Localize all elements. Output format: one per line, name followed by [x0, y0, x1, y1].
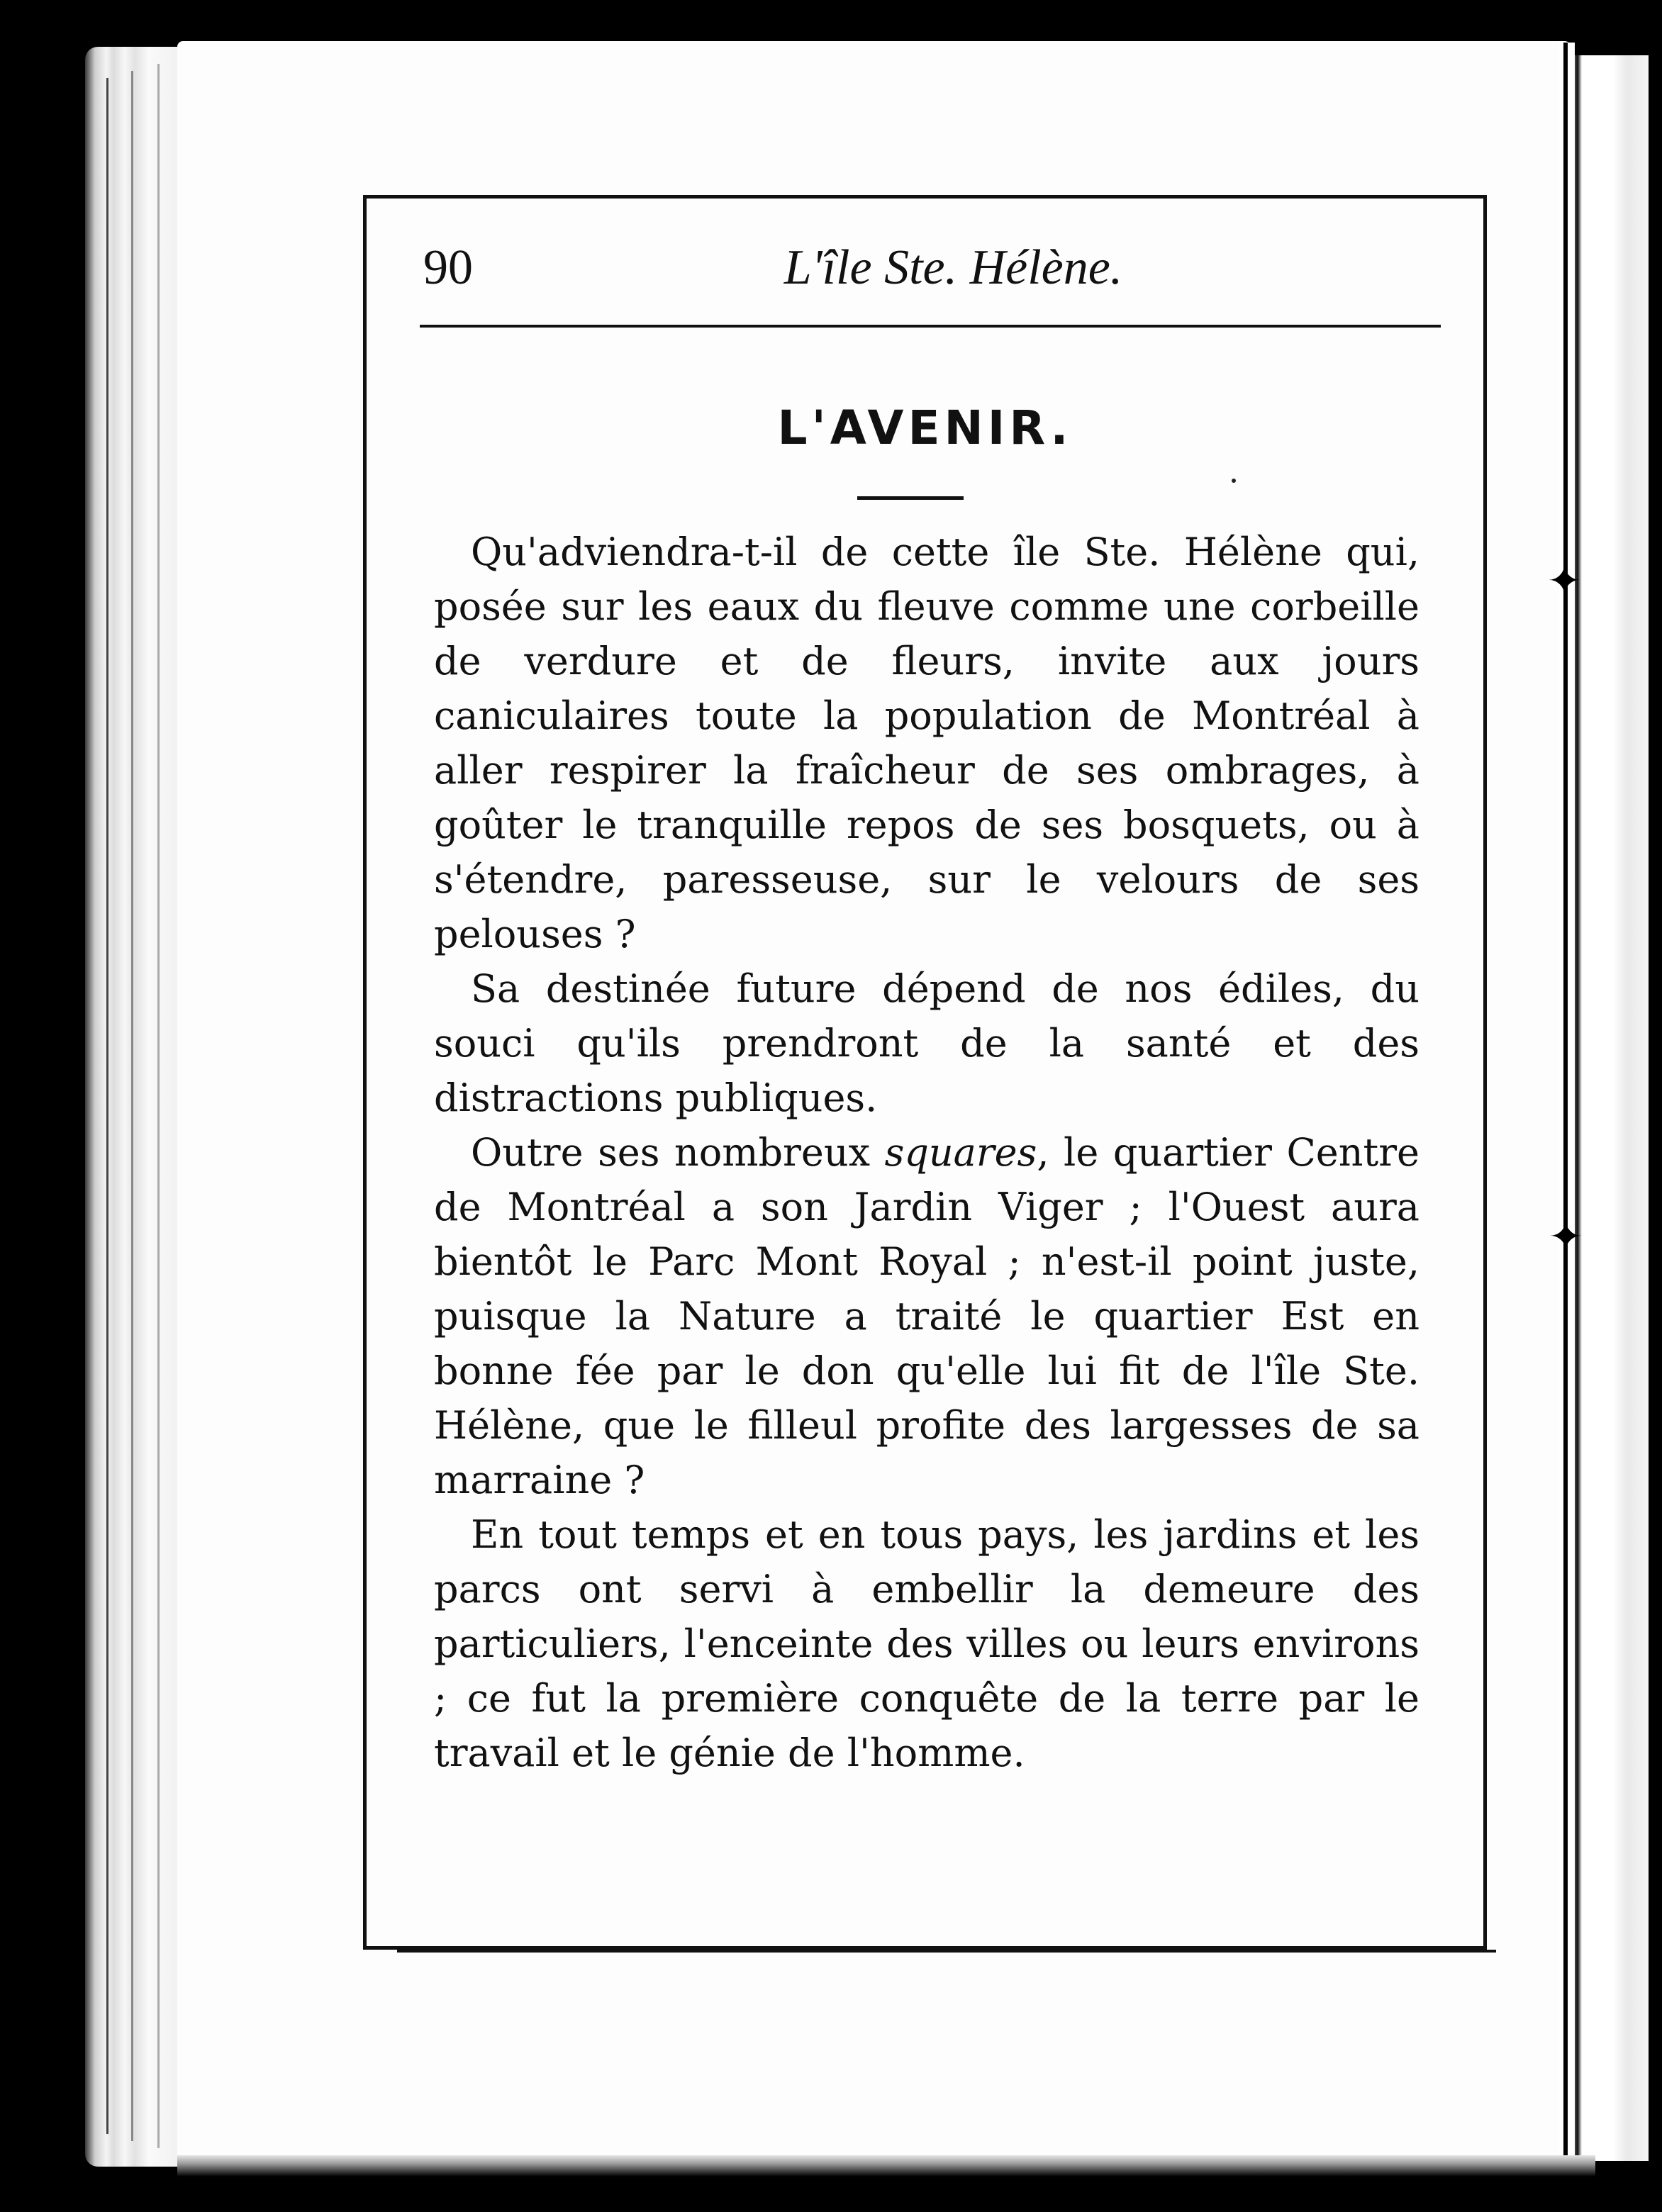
- title-rule: [857, 496, 964, 500]
- binding-knot-icon: ✦: [1547, 557, 1582, 605]
- italic-word: squares: [884, 1130, 1037, 1175]
- book-right-edge: [1571, 55, 1649, 2161]
- paragraph: En tout temps et en tous pays, les jardins et les parcs ont servi à embellir la demeure des particuliers, l'enceinte des villes ou leurs environs ; ce fut la première conquête de la terre par le travail et le génie de l'homme.: [434, 1512, 1420, 1775]
- page-edge-line: [106, 78, 108, 2134]
- body-text: [434, 525, 1420, 1780]
- paragraph-text: , le quartier Centre de Montréal a son Jardin Viger ; l'Ouest aura bientôt le Parc Mont Royal ; n'est-il point juste, puisque la Nature a traité le quartier Est en bonne fée par le don qu'elle lui fit de l'île Ste. Hélène, que le filleul profite des largesses de sa marraine ?: [434, 1130, 1420, 1502]
- paragraph: [434, 1125, 1420, 1507]
- paragraph: Qu'adviendra-t-il de cette île Ste. Hélène qui, posée sur les eaux du fleuve comme une corbeille de verdure et de fleurs, invite aux jours caniculaires toute la population de Montréal à aller respirer la fraîcheur de ses ombrages, à goûter le tranquille repos de ses bosquets, ou à s'étendre, paresseuse, sur le velours de ses pelouses ?: [434, 530, 1420, 956]
- frame-bottom-rule: [397, 1950, 1496, 1953]
- chapter-title: L'AVENIR.: [777, 401, 1073, 455]
- header-title: L'île Ste. Hélène.: [783, 240, 1123, 295]
- binding-cord: [1559, 43, 1575, 2169]
- paragraph-text: Outre ses nombreux: [471, 1130, 885, 1175]
- running-head: [423, 240, 1441, 325]
- page-edge-line: [131, 71, 133, 2141]
- book-page-edges: [85, 47, 184, 2167]
- binding-knot-icon: ✦: [1549, 1212, 1583, 1261]
- text-frame: [363, 195, 1487, 1950]
- page-number: 90: [423, 240, 473, 295]
- book-bottom-edge: [177, 2155, 1595, 2177]
- print-speck: [1232, 479, 1236, 483]
- paragraph: Sa destinée future dépend de nos édiles, du souci qu'ils prendront de la santé et des distractions publiques.: [434, 966, 1420, 1120]
- header-rule: [420, 325, 1441, 328]
- page-edge-line: [157, 64, 160, 2148]
